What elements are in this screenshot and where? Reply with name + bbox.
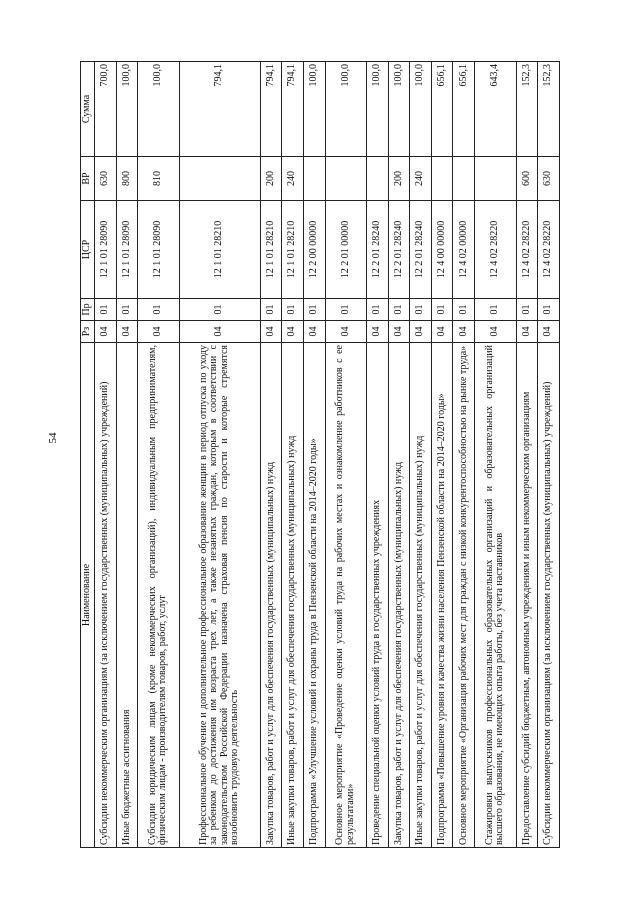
row-vr: 600 — [516, 157, 538, 201]
row-sum: 643,4 — [475, 62, 516, 157]
header-rz: Рз — [81, 321, 95, 343]
row-vr: 240 — [282, 157, 304, 201]
rotated-page-content — [80, 62, 560, 848]
row-name: Основное мероприятие «Организация рабочих мест для граждан с низкой конкурентоспособностью на рынке труда» — [453, 343, 475, 848]
row-pr: 01 — [516, 299, 538, 321]
row-pr: 01 — [388, 299, 410, 321]
row-vr: 200 — [388, 157, 410, 201]
row-rz: 04 — [282, 321, 304, 343]
row-csr: 12 1 01 28090 — [95, 201, 117, 299]
row-rz: 04 — [475, 321, 516, 343]
row-csr: 12 1 01 28210 — [179, 201, 260, 299]
row-csr: 12 2 01 00000 — [325, 201, 366, 299]
page-number: 54 — [47, 432, 59, 444]
row-vr — [431, 157, 453, 201]
row-name: Подпрограмма «Улучшение условий и охраны труда в Пензенской области на 2014–2020 годы» — [303, 343, 325, 848]
table-row — [366, 62, 388, 848]
row-pr: 01 — [325, 299, 366, 321]
row-pr: 01 — [366, 299, 388, 321]
row-pr: 01 — [538, 299, 560, 321]
row-vr — [303, 157, 325, 201]
table-header-row — [81, 62, 95, 848]
row-pr: 01 — [95, 299, 117, 321]
row-pr: 01 — [475, 299, 516, 321]
table-row — [431, 62, 453, 848]
row-rz: 04 — [179, 321, 260, 343]
row-vr: 240 — [410, 157, 432, 201]
row-rz: 04 — [388, 321, 410, 343]
row-csr: 12 1 01 28210 — [282, 201, 304, 299]
row-pr: 01 — [303, 299, 325, 321]
row-name: Предоставление субсидий бюджетным, автономным учреждениям и иным некоммерческим организациям — [516, 343, 538, 848]
table-row — [475, 62, 516, 848]
row-sum: 100,0 — [410, 62, 432, 157]
row-sum: 100,0 — [303, 62, 325, 157]
row-csr: 12 1 01 28210 — [260, 201, 282, 299]
row-name: Основное мероприятие «Проведение оценки условий труда на рабочих местах и ознакомление работников с ее результатами» — [325, 343, 366, 848]
table-row — [516, 62, 538, 848]
row-name: Стажировки выпускников профессиональных образовательных организаций и образовательных организаций высшего образования, не имеющих опыта работы, без учета наставников — [475, 343, 516, 848]
row-pr: 01 — [410, 299, 432, 321]
row-rz: 04 — [303, 321, 325, 343]
row-rz: 04 — [116, 321, 138, 343]
row-pr: 01 — [138, 299, 179, 321]
table-row — [282, 62, 304, 848]
row-vr: 200 — [260, 157, 282, 201]
row-csr: 12 4 02 28220 — [475, 201, 516, 299]
header-csr: ЦСР — [81, 201, 95, 299]
row-rz: 04 — [410, 321, 432, 343]
row-vr — [453, 157, 475, 201]
row-vr: 630 — [538, 157, 560, 201]
row-rz: 04 — [95, 321, 117, 343]
row-csr: 12 4 02 28220 — [516, 201, 538, 299]
row-sum: 100,0 — [116, 62, 138, 157]
row-name: Иные бюджетные ассигнования — [116, 343, 138, 848]
row-rz: 04 — [431, 321, 453, 343]
row-name: Иные закупки товаров, работ и услуг для обеспечения государственных (муниципальных) нужд — [282, 343, 304, 848]
row-pr: 01 — [453, 299, 475, 321]
row-csr: 12 2 01 28240 — [366, 201, 388, 299]
table-row — [95, 62, 117, 848]
row-sum: 100,0 — [138, 62, 179, 157]
row-vr — [475, 157, 516, 201]
row-sum: 100,0 — [366, 62, 388, 157]
row-sum: 700,0 — [95, 62, 117, 157]
row-rz: 04 — [138, 321, 179, 343]
row-name: Проведение специальной оценки условий труда в государственных учреждениях — [366, 343, 388, 848]
row-vr — [179, 157, 260, 201]
row-sum: 100,0 — [388, 62, 410, 157]
row-vr — [366, 157, 388, 201]
row-pr: 01 — [179, 299, 260, 321]
row-csr: 12 2 01 28240 — [410, 201, 432, 299]
row-sum: 152,3 — [516, 62, 538, 157]
row-vr: 630 — [95, 157, 117, 201]
row-rz: 04 — [453, 321, 475, 343]
row-csr: 12 2 00 00000 — [303, 201, 325, 299]
row-rz: 04 — [516, 321, 538, 343]
row-vr — [325, 157, 366, 201]
row-csr: 12 4 02 28220 — [538, 201, 560, 299]
table-row — [388, 62, 410, 848]
row-name: Профессиональное обучение и дополнительное профессиональное образование женщин в период отпуска по уходу за ребенком до достижения им возраста трех лет, а также незанятых граждан, которым в соответствии с законодательством Российской Федерации назначена страховая пенсия по старости и которые стремятся возобновить трудовую деятельность — [179, 343, 260, 848]
table-row — [260, 62, 282, 848]
row-name: Субсидии юридическим лицам (кроме некоммерческих организаций), индивидуальным предпринимателям, физическим лицам - производителям товаров, работ, услуг — [138, 343, 179, 848]
row-rz: 04 — [260, 321, 282, 343]
row-rz: 04 — [538, 321, 560, 343]
header-sum: Сумма — [81, 62, 95, 157]
row-sum: 152,3 — [538, 62, 560, 157]
row-pr: 01 — [282, 299, 304, 321]
row-name: Субсидии некоммерческим организациям (за исключением государственных (муниципальных) учреждений) — [95, 343, 117, 848]
row-csr: 12 1 01 28090 — [116, 201, 138, 299]
table-row — [453, 62, 475, 848]
row-name: Субсидии некоммерческим организациям (за исключением государственных (муниципальных) учреждений) — [538, 343, 560, 848]
row-sum: 100,0 — [325, 62, 366, 157]
table-body — [95, 62, 560, 848]
budget-table — [80, 61, 560, 848]
row-sum: 794,1 — [282, 62, 304, 157]
table-row — [303, 62, 325, 848]
table-row — [116, 62, 138, 848]
header-vr: ВР — [81, 157, 95, 201]
row-vr: 810 — [138, 157, 179, 201]
row-vr: 800 — [116, 157, 138, 201]
row-sum: 794,1 — [260, 62, 282, 157]
row-pr: 01 — [431, 299, 453, 321]
header-pr: Пр — [81, 299, 95, 321]
row-name: Иные закупки товаров, работ и услуг для обеспечения государственных (муниципальных) нужд — [410, 343, 432, 848]
table-row — [538, 62, 560, 848]
table-row — [410, 62, 432, 848]
table-row — [138, 62, 179, 848]
row-name: Подпрограмма «Повышение уровня и качества жизни населения Пензенской области на 2014–2020 годы» — [431, 343, 453, 848]
row-sum: 656,1 — [431, 62, 453, 157]
row-rz: 04 — [325, 321, 366, 343]
row-rz: 04 — [366, 321, 388, 343]
row-name: Закупка товаров, работ и услуг для обеспечения государственных (муниципальных) нужд — [260, 343, 282, 848]
row-csr: 12 1 01 28090 — [138, 201, 179, 299]
row-csr: 12 4 00 00000 — [431, 201, 453, 299]
row-csr: 12 2 01 28240 — [388, 201, 410, 299]
row-pr: 01 — [260, 299, 282, 321]
header-name: Наименование — [81, 343, 95, 848]
row-pr: 01 — [116, 299, 138, 321]
row-sum: 656,1 — [453, 62, 475, 157]
table-row — [325, 62, 366, 848]
row-csr: 12 4 02 00000 — [453, 201, 475, 299]
table-row — [179, 62, 260, 848]
row-sum: 794,1 — [179, 62, 260, 157]
row-name: Закупка товаров, работ и услуг для обеспечения государственных (муниципальных) нужд — [388, 343, 410, 848]
